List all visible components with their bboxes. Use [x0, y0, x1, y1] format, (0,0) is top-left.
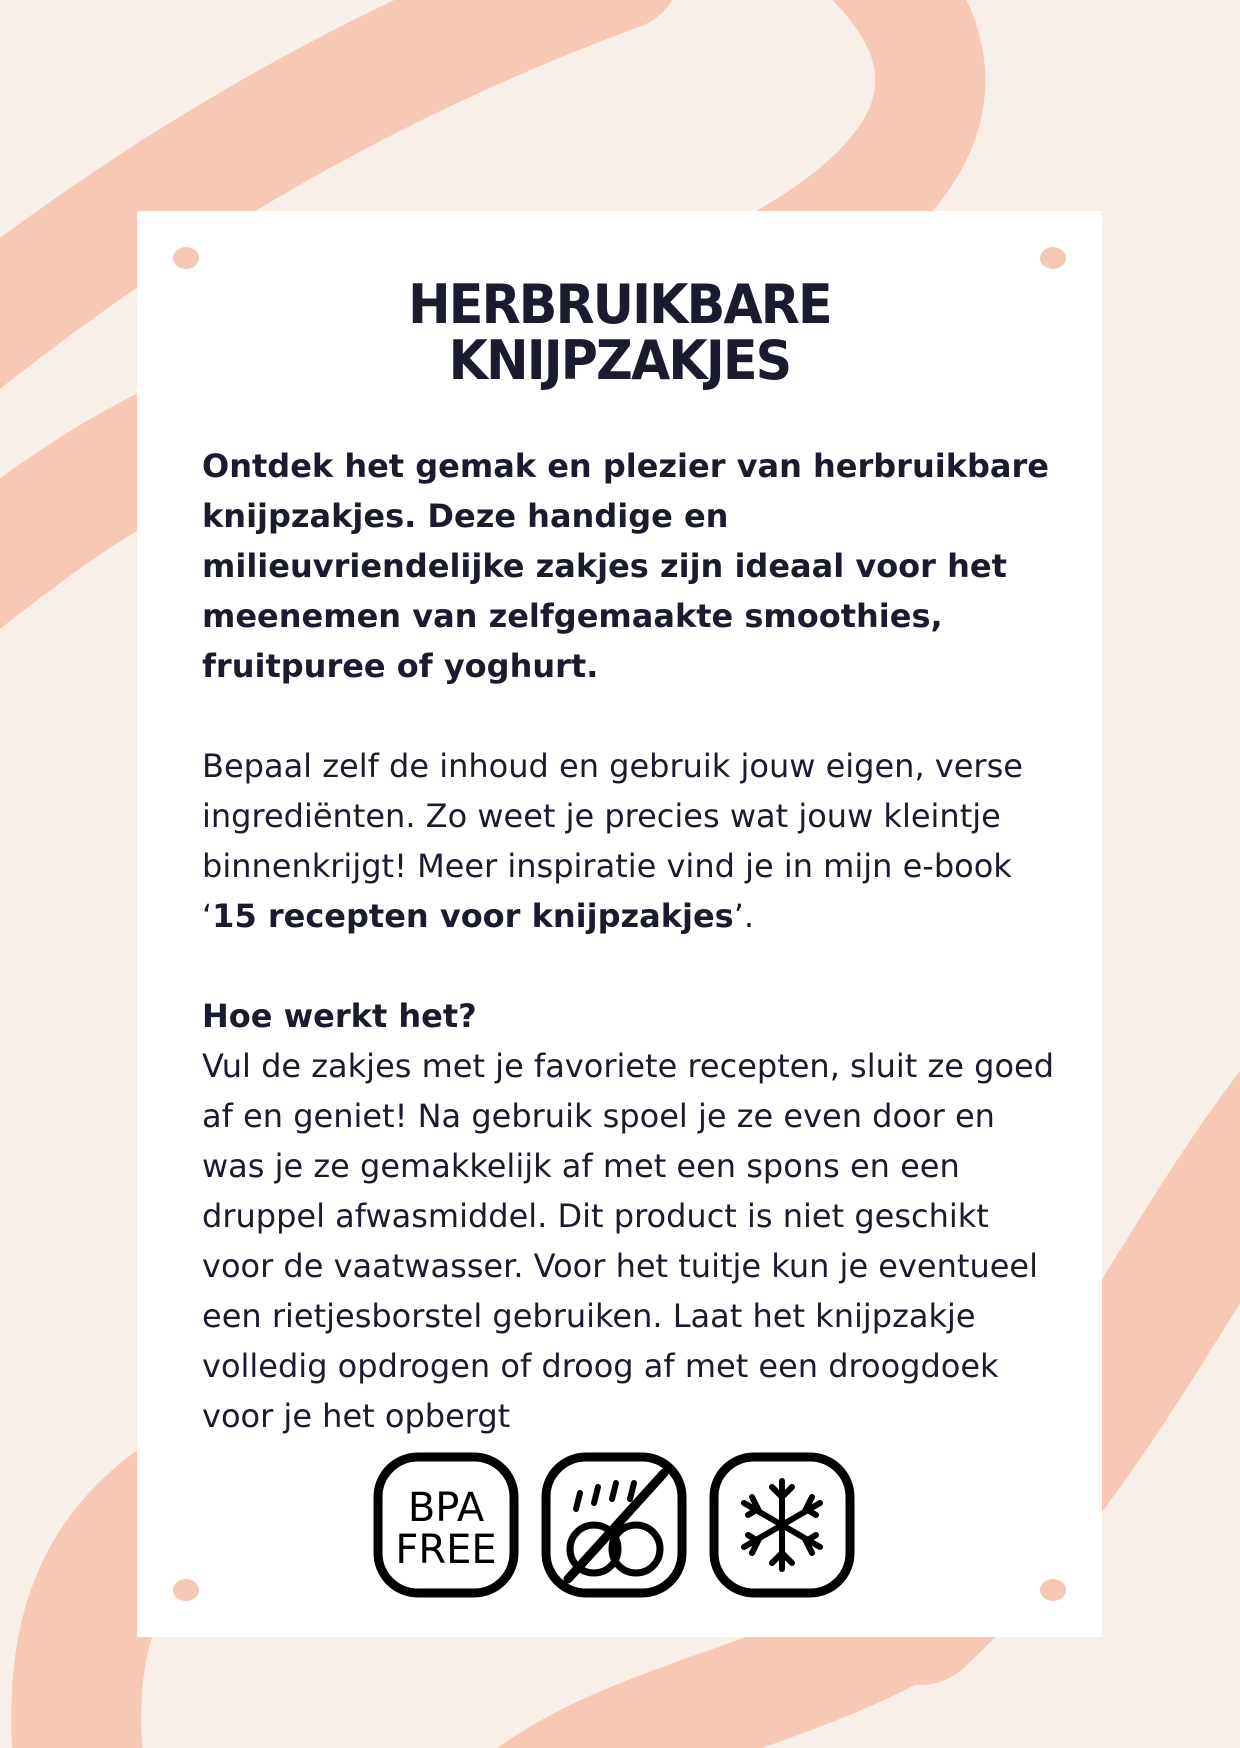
- free-label: FREE: [395, 1527, 497, 1573]
- info-card: [137, 211, 1102, 1637]
- ingredients-end: ’.: [733, 897, 755, 935]
- bpa-label: BPA: [407, 1485, 485, 1531]
- corner-dot: [1040, 247, 1066, 269]
- not-dishwasher-safe-icon: [540, 1451, 688, 1599]
- intro-paragraph: Ontdek het gemak en plezier van herbruikbare knijpzakjes. Deze handige en milieuvriendelijke zakjes zijn ideaal voor het meenemen van zelfgemaakte smoothies, fruitpuree of yoghurt.: [202, 447, 1049, 685]
- icon-row: [372, 1451, 872, 1611]
- corner-dot: [173, 247, 199, 269]
- ingredients-paragraph: [202, 741, 1062, 941]
- corner-dot: [1040, 1579, 1066, 1601]
- bpa-free-icon: [372, 1451, 520, 1599]
- body-content: [202, 441, 1062, 1441]
- ingredients-text: Bepaal zelf de inhoud en gebruik jouw eigen, verse ingrediënten. Zo weet je precies wat jouw kleintje binnenkrijgt! Meer inspiratie vind je in mijn e-book ‘: [202, 747, 1023, 935]
- how-heading: Hoe werkt het?: [202, 997, 477, 1035]
- page-title: [166, 273, 1073, 392]
- title-line-2: KNIJPZAKJES: [448, 329, 791, 392]
- corner-dot: [173, 1579, 199, 1601]
- how-paragraph: Vul de zakjes met je favoriete recepten, sluit ze goed af en geniet! Na gebruik spoel je ze even door en was je ze gemakkelijk af met een spons en een druppel afwasmiddel. Dit product is niet geschikt voor de vaatwasser. Voor het tuitje kun je eventueel een rietjesborstel gebruiken. Laat het knijpzakje volledig opdrogen of droog af met een droogdoek voor je het opbergt: [202, 1047, 1055, 1435]
- freezer-safe-icon: [708, 1451, 856, 1599]
- title-line-1: HERBRUIKBARE: [408, 273, 831, 336]
- ebook-title: 15 recepten voor knijpzakjes: [212, 897, 734, 935]
